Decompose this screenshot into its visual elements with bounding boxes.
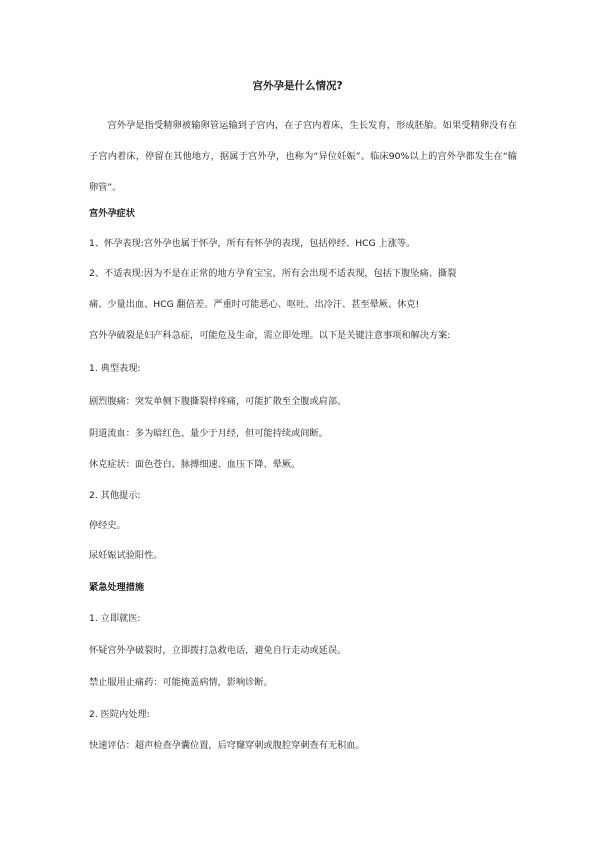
call-emergency-text: 怀疑宫外孕破裂时，立即拨打急救电话，避免自行走动或延误。: [89, 645, 347, 656]
shock-text: 休克症状：面色苍白、脉搏细速、血压下降、晕厥。: [89, 459, 301, 470]
symptoms-heading: 宫外孕症状: [89, 208, 135, 219]
urine-test-text: 尿妊娠试验阳性。: [89, 550, 163, 561]
pain-text: 剧烈腹痛：突发单侧下腹撕裂样疼痛，可能扩散至全腹或肩部。: [89, 396, 347, 407]
page-title: 宫外孕是什么情况?: [252, 80, 343, 92]
no-painkillers-text: 禁止服用止痛药：可能掩盖病情，影响诊断。: [89, 677, 273, 688]
amenorrhea-text: 停经史。: [89, 520, 126, 531]
hospital-heading: 2. 医院内处理:: [89, 709, 150, 720]
assessment-text: 快速评估：超声检查孕囊位置，后穹窿穿刺或腹腔穿刺查有无积血。: [89, 740, 365, 751]
intro-paragraph: 宫外孕是指受精卵被输卵管运输到子宫内，在子宫内着床，生长发育，形成胚胎。如果受精卵没有在子宫内着床，停留在其他地方，据属于宫外孕，也称为“异位妊娠”。临床90%以上的宫外孕都发生在“输卵管”。: [89, 120, 517, 193]
rupture-intro: 宫外孕破裂是妇产科急症，可能危及生命，需立即处理。以下是关键注意事项和解决方案:: [89, 330, 451, 341]
bleeding-text: 阴道流血：多为暗红色、量少于月经，但可能持续或间断。: [89, 428, 328, 439]
symptom-1: 1、怀孕表现:宫外孕也属于怀孕，所有有怀孕的表现，包括停经、HCG 上涨等。: [89, 238, 416, 249]
other-heading: 2. 其他提示:: [89, 490, 141, 501]
symptom-2-line-2: 痛、少量出血、HCG 翻倍差。严重时可能恶心、呕吐、出冷汗、甚至晕厥、休克!: [89, 299, 420, 310]
symptom-2-line-1: 2、不适表现:因为不是在正常的地方孕育宝宝，所有会出现不适表现，包括下腹坠痛、撕裂: [89, 268, 457, 279]
emergency-heading: 紧急处理措施: [89, 582, 145, 593]
seek-care-heading: 1. 立即就医:: [89, 613, 141, 624]
typical-heading: 1. 典型表现:: [89, 363, 141, 374]
